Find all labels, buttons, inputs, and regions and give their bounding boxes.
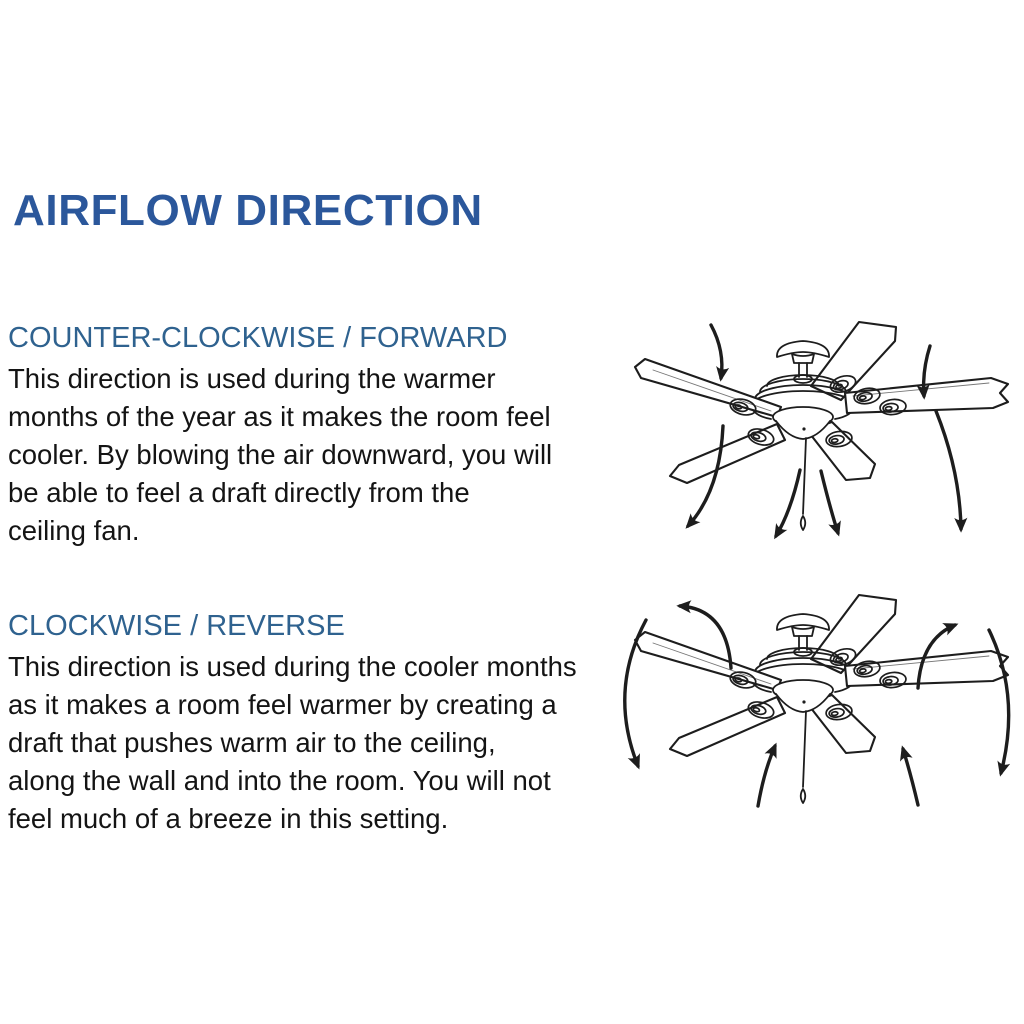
down-arrow xyxy=(821,471,838,533)
body-line: cooler. By blowing the air downward, you will xyxy=(8,439,553,470)
down-arrow xyxy=(711,325,722,378)
up-arrow xyxy=(903,749,918,805)
down-arrow xyxy=(776,470,800,536)
ceiling-fan-forward-illustration xyxy=(606,314,1024,572)
ceiling-fan-drawing xyxy=(635,322,1008,530)
down-arrow xyxy=(936,411,961,529)
body-line: along the wall and into the room. You will not xyxy=(8,765,551,796)
page-title: AIRFLOW DIRECTION xyxy=(13,186,483,235)
up-arrow xyxy=(758,746,775,806)
body-line: feel much of a breeze in this setting. xyxy=(8,803,449,834)
section-reverse-heading: CLOCKWISE / REVERSE xyxy=(8,610,345,642)
section-forward-body xyxy=(8,360,552,550)
body-line: This direction is used during the warmer xyxy=(8,363,496,394)
body-line: months of the year as it makes the room feel xyxy=(8,401,551,432)
body-line: be able to feel a draft directly from the xyxy=(8,477,470,508)
body-line: as it makes a room feel warmer by creating a xyxy=(8,689,557,720)
ceiling-fan-reverse-illustration xyxy=(604,584,1024,852)
section-forward-heading: COUNTER-CLOCKWISE / FORWARD xyxy=(8,322,508,354)
body-line: ceiling fan. xyxy=(8,515,140,546)
body-line: This direction is used during the cooler months xyxy=(8,651,577,682)
section-reverse-body xyxy=(8,648,577,838)
body-line: draft that pushes warm air to the ceiling, xyxy=(8,727,496,758)
